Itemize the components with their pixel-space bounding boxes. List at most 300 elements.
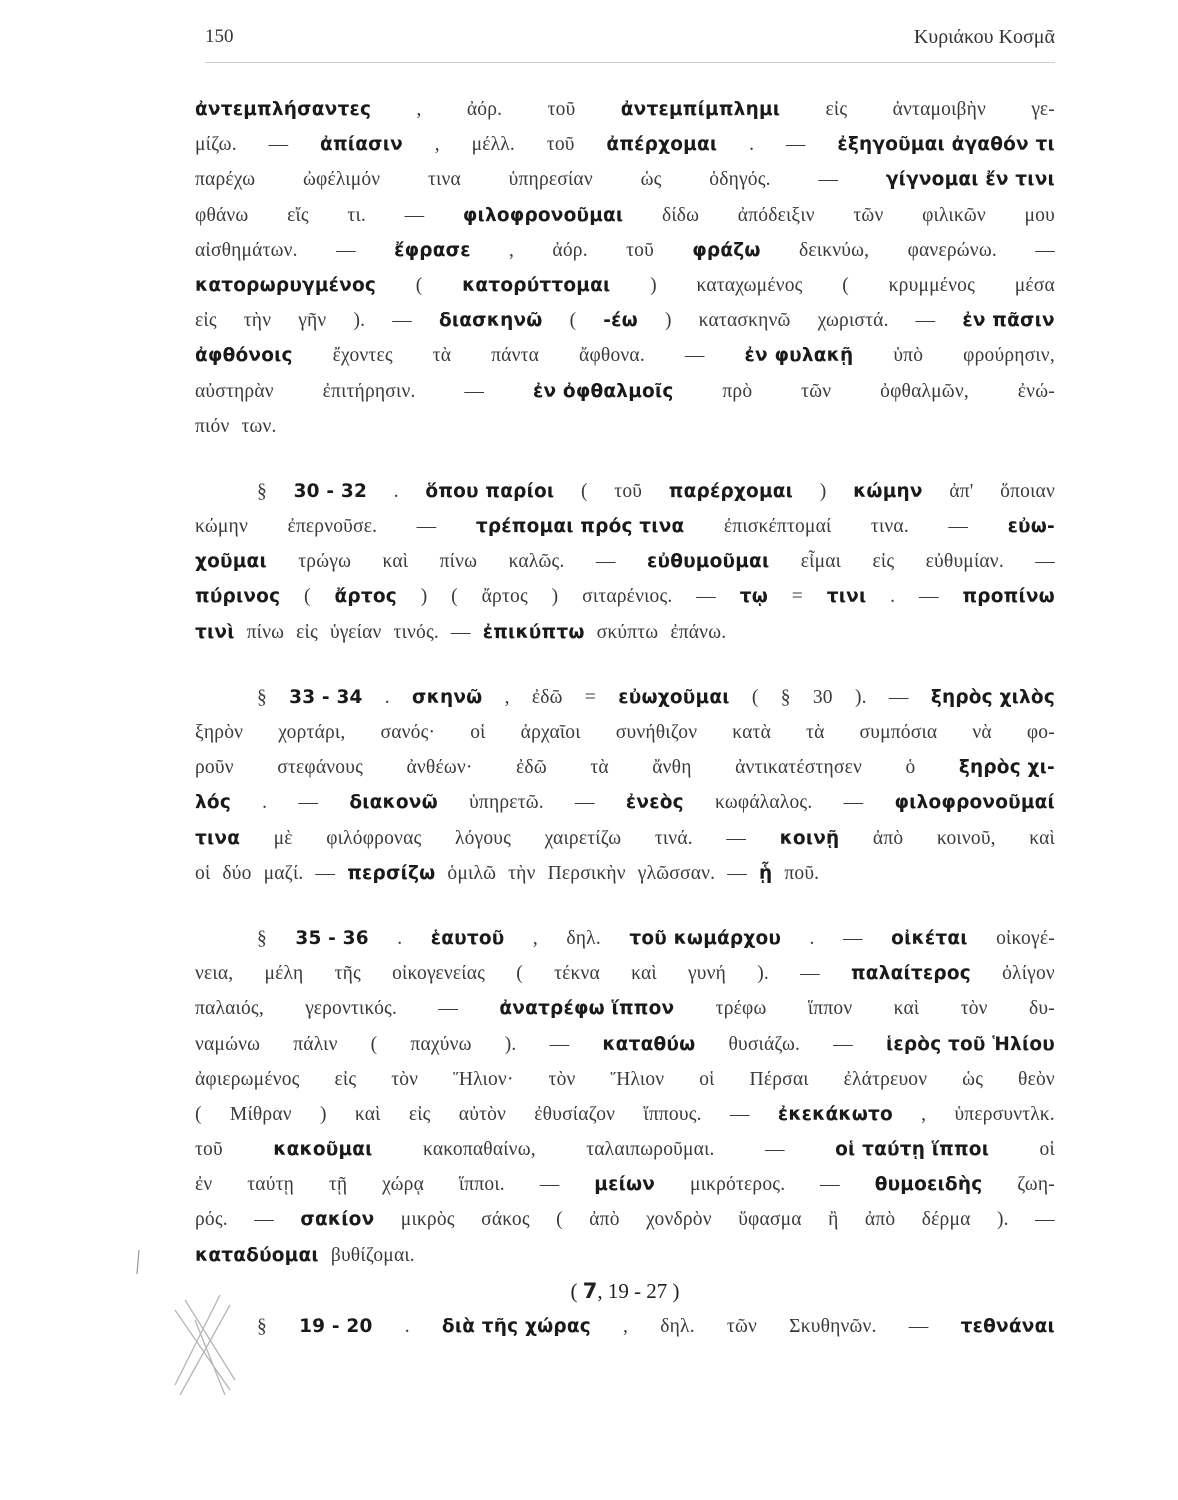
word: μέσα — [1014, 274, 1055, 296]
headword: τοῦ κωμάρχου — [629, 927, 782, 949]
paragraph — [195, 92, 1055, 444]
word: ἀπὸ — [864, 1209, 896, 1231]
word: , — [532, 927, 538, 949]
word: ). — [504, 1033, 517, 1055]
word: ( — [842, 274, 849, 296]
text-line — [195, 92, 1055, 127]
word: Ἥλιον· — [453, 1068, 514, 1090]
word: τὰ — [590, 757, 609, 779]
text-line — [195, 338, 1055, 373]
word: τῇ — [328, 1174, 348, 1196]
text-line — [195, 615, 1055, 650]
word: . — [749, 134, 755, 156]
text-line — [195, 1309, 1055, 1344]
word: χονδρὸν — [646, 1209, 712, 1231]
word: στεφάνους — [277, 757, 363, 779]
word: τινά. — [654, 827, 693, 849]
word: ἀντικατέστησεν — [735, 757, 862, 779]
text-line — [195, 1202, 1055, 1237]
word: φο- — [1026, 722, 1055, 743]
headword: καταθύω — [602, 1033, 696, 1055]
word: θυσιάζω. — [728, 1033, 801, 1055]
word: = — [791, 586, 803, 608]
word: ). — [854, 686, 867, 708]
word: — — [843, 792, 864, 814]
word: — — [1035, 239, 1055, 261]
word: πάλιν — [293, 1033, 338, 1055]
word: οἰκογενείας — [392, 963, 486, 985]
headword: 7 — [582, 1278, 598, 1303]
word: ἵππους. — [643, 1103, 702, 1125]
word: ξηρὸν — [195, 722, 244, 743]
word: τοῦ — [547, 99, 576, 120]
stray-tick-icon — [135, 1250, 141, 1274]
word: ( — [195, 1103, 202, 1125]
word: μέλη — [264, 963, 304, 985]
word: μου — [1024, 204, 1055, 226]
word: σάκος — [481, 1209, 530, 1231]
word: ἐπάνω. — [670, 621, 727, 643]
word: . — [397, 927, 403, 949]
headword: τρέπομαι πρός τινα — [475, 516, 685, 538]
word: αἰσθημάτων. — [195, 239, 298, 261]
headword: ἐνεὸς — [625, 792, 684, 814]
word: δίδω — [661, 204, 700, 226]
headword: λός — [195, 792, 231, 814]
word: , — [416, 99, 422, 120]
word: ὅποιαν — [1000, 480, 1055, 502]
word: ) — [819, 480, 827, 502]
headword: ἀπίασιν — [320, 134, 403, 156]
text-line — [195, 303, 1055, 338]
headword: ἐν ὀφθαλμοῖς — [532, 380, 674, 402]
word: Πέρσαι — [749, 1068, 809, 1090]
word: ( — [580, 480, 588, 502]
word: — — [843, 927, 863, 949]
word: εἰς — [825, 99, 848, 120]
text-line — [195, 233, 1055, 268]
word: τὸν — [960, 998, 988, 1020]
word: κώμην — [195, 516, 248, 538]
paragraph — [195, 680, 1055, 891]
headword: ἐκεκάκωτο — [777, 1103, 893, 1125]
word: — — [800, 963, 820, 985]
headword: ἀντεμπλήσαντες — [195, 99, 372, 120]
text-line — [195, 1062, 1055, 1097]
word: ἔχοντες — [332, 345, 393, 367]
headword: περσίζω — [347, 862, 436, 884]
word: ἐνώ- — [1017, 380, 1055, 402]
text-line — [195, 821, 1055, 856]
headword: ἀνατρέφω ἵππον — [499, 998, 675, 1020]
word: εὐθυμίαν. — [925, 551, 1004, 573]
word: δηλ. — [660, 1315, 695, 1337]
word: ἐλάτρευον — [843, 1068, 928, 1090]
word: ἐπιτήρησιν. — [322, 380, 416, 402]
word: καταχωμένος — [696, 274, 803, 296]
running-head: Κυριάκου Κοσμᾶ — [913, 26, 1055, 48]
word: — — [416, 516, 437, 538]
word: θεὸν — [1018, 1068, 1055, 1090]
word: ὡς — [962, 1068, 984, 1090]
word: § — [257, 927, 267, 949]
word: ἄνθη — [652, 757, 692, 779]
text-line — [195, 509, 1055, 544]
word: φιλικῶν — [922, 204, 986, 226]
word: των. — [241, 415, 277, 437]
word: λόγους — [454, 827, 512, 849]
text-line — [195, 268, 1055, 303]
word: — — [404, 204, 425, 226]
word: ) — [320, 1103, 327, 1125]
word: — — [888, 686, 909, 708]
word: — — [1035, 551, 1055, 573]
headword: 30 - 32 — [293, 480, 368, 502]
text-line — [195, 921, 1055, 956]
text-line — [195, 374, 1055, 409]
headword: πύρινος — [195, 586, 281, 608]
word: . — [262, 792, 268, 814]
word: μικρὸς — [400, 1209, 455, 1231]
paragraph — [195, 921, 1055, 1273]
word: — — [464, 380, 485, 402]
word: — — [539, 1174, 560, 1196]
word: — — [915, 310, 936, 332]
commentary-text — [195, 92, 1055, 1344]
page-header — [205, 26, 1055, 63]
word: — — [575, 792, 595, 814]
word: γε- — [1031, 99, 1055, 120]
word: ὁμιλῶ — [447, 862, 497, 884]
word: ἀπόδειξιν — [737, 204, 815, 226]
word: ἄρτος — [481, 586, 528, 608]
word: τρέφω — [715, 998, 767, 1020]
word: συμπόσια — [859, 722, 938, 743]
headword: μείων — [594, 1174, 656, 1196]
word: τὸν — [548, 1068, 576, 1090]
word: Περσικὴν — [547, 862, 626, 884]
word: ἀπ' — [949, 480, 974, 502]
word: Σκυθηνῶν. — [789, 1315, 877, 1337]
headword: ὅπου παρίοι — [425, 480, 555, 502]
word: οἱ — [699, 1068, 715, 1090]
word: ἄφθονα. — [579, 345, 645, 367]
word: § — [257, 480, 267, 502]
word: δηλ. — [566, 927, 601, 949]
word: τρώγω — [298, 551, 352, 573]
word: — — [820, 1174, 840, 1196]
word: γῆν — [298, 310, 327, 332]
word: μέλλ. — [471, 134, 516, 156]
text-line — [195, 409, 1055, 444]
word: ἐδῶ — [516, 757, 547, 779]
word: καλῶς. — [508, 551, 565, 573]
word: γλῶσσαν. — [637, 862, 716, 884]
word: — — [549, 1033, 570, 1055]
word: οἱ — [195, 862, 211, 884]
word: — — [298, 792, 319, 814]
word: ποῦ. — [784, 862, 820, 884]
word: νεια, — [195, 963, 234, 985]
word: , — [509, 239, 515, 261]
headword: ἱερὸς τοῦ Ἡλίου — [885, 1033, 1055, 1055]
word: καὶ — [631, 963, 657, 985]
word: — — [948, 516, 969, 538]
word: ναμώνω — [195, 1033, 261, 1055]
word: ὑπηρετῶ. — [469, 792, 544, 814]
word: ) — [664, 310, 672, 332]
word: γεροντικός. — [305, 998, 398, 1020]
word: πίνω — [246, 621, 285, 643]
text-line — [195, 991, 1055, 1026]
word: τοῦ — [626, 239, 654, 261]
word: § — [780, 686, 791, 708]
headword: τινα — [195, 827, 241, 849]
word: , — [434, 134, 440, 156]
word: ἵπποι. — [458, 1174, 505, 1196]
word: πιόν — [195, 415, 230, 437]
word: ἐδῶ — [531, 686, 563, 708]
text-line — [195, 127, 1055, 162]
word: καὶ — [1029, 827, 1055, 849]
word: ἢ — [828, 1209, 839, 1231]
word: τῶν — [853, 204, 884, 226]
word: ζωη- — [1017, 1174, 1055, 1196]
word: τοῦ — [614, 480, 643, 502]
word: τέκνα — [554, 963, 600, 985]
word: — — [785, 134, 806, 156]
word: τοῦ — [195, 1139, 223, 1161]
text-line — [195, 544, 1055, 579]
word: — — [392, 310, 412, 332]
text-line — [195, 1132, 1055, 1167]
word: τὸν — [391, 1068, 419, 1090]
headword: ἐξηγοῦμαι ἀγαθόν τι — [837, 134, 1055, 156]
text-line — [195, 785, 1055, 820]
headword: φιλοφρονοῦμαι — [462, 204, 624, 226]
word: ( — [569, 310, 577, 332]
headword: προπίνω — [962, 586, 1055, 608]
word: ἀνθέων· — [406, 757, 473, 779]
word: ( — [304, 586, 311, 608]
word: — — [833, 1033, 853, 1055]
headword: οἰκέται — [891, 927, 968, 949]
word: ἀόρ. — [466, 99, 503, 120]
word: πίνω — [439, 551, 478, 573]
word: — — [818, 169, 839, 191]
word: τὴν — [243, 310, 272, 332]
headword: διακονῶ — [349, 792, 438, 814]
word: ρός. — [195, 1209, 228, 1231]
word: ἵππον — [807, 998, 853, 1020]
headword: ἀπέρχομαι — [606, 134, 718, 156]
word: καὶ — [382, 551, 409, 573]
word: εἰς — [195, 310, 217, 332]
word: ( — [415, 274, 423, 296]
headword: ᾗ — [758, 862, 773, 884]
headword: παλαίτερος — [850, 963, 971, 985]
word: ὁ — [905, 757, 916, 779]
word: τὰ — [432, 345, 452, 367]
word: βυθίζομαι. — [330, 1244, 415, 1266]
word: φανερώνω. — [907, 239, 997, 261]
word: — — [727, 862, 747, 884]
word: εἰς — [872, 551, 895, 573]
word: ἐν — [195, 1174, 213, 1196]
text-line — [195, 1238, 1055, 1273]
headword: εὐω- — [1007, 516, 1055, 538]
word: εἰς — [408, 1103, 431, 1125]
word: ( — [751, 686, 759, 708]
word: εἰς — [334, 1068, 357, 1090]
word: παχύνω — [410, 1033, 472, 1055]
word: — — [268, 134, 289, 156]
text-line — [195, 1097, 1055, 1132]
word: ὑγείαν — [329, 621, 382, 643]
word: αὐτὸν — [458, 1103, 507, 1125]
text-line — [195, 715, 1055, 750]
headword: κατορύττομαι — [462, 274, 611, 296]
word: κρυμμένος — [888, 274, 976, 296]
word: φθάνω — [195, 204, 249, 226]
word: ὠφέλιμόν — [302, 169, 381, 191]
word: — — [684, 345, 705, 367]
word: φρούρησιν, — [963, 345, 1055, 367]
headword: εὐθυμοῦμαι — [647, 551, 770, 573]
word: ταλαιπωροῦμαι. — [586, 1139, 715, 1161]
headword: τεθνάναι — [960, 1315, 1055, 1337]
word: § — [257, 686, 267, 708]
word: ἀφιερωμένος — [195, 1068, 300, 1090]
headword: παρέρχομαι — [668, 480, 794, 502]
headword: ἀφθόνοις — [195, 345, 293, 367]
word: ὑπηρεσίαν — [508, 169, 593, 191]
headword: τῳ — [739, 586, 769, 608]
headword: ξηρὸς χι- — [958, 757, 1055, 779]
word: κοινοῦ, — [936, 827, 996, 849]
word: μίζω. — [195, 134, 237, 156]
word: ροῦν — [195, 757, 234, 779]
word: φιλόφρονας — [326, 827, 422, 849]
word: Μίθραν — [229, 1103, 292, 1125]
section-reference: ( 7, 19 - 27 ) — [570, 1278, 680, 1303]
word: δεικνύω, — [799, 239, 870, 261]
word: — — [336, 239, 356, 261]
word: Ἥλιον — [610, 1068, 665, 1090]
word: τὰ — [806, 722, 825, 743]
word: . — [393, 480, 399, 502]
pencil-mark-icon — [170, 1290, 240, 1400]
word: ἀπὸ — [872, 827, 904, 849]
text-line — [195, 1027, 1055, 1062]
headword: εὐωχοῦμαι — [618, 686, 730, 708]
word: — — [1035, 1209, 1055, 1231]
word: μαζί. — [263, 862, 304, 884]
word: εἶμαι — [800, 551, 842, 573]
word: ( — [370, 1033, 378, 1055]
headword: ἐπικύπτω — [482, 621, 585, 643]
word: — — [696, 586, 716, 608]
word: παρέχω — [195, 169, 256, 191]
headword: ἐν πᾶσιν — [962, 310, 1055, 332]
word: καὶ — [354, 1103, 381, 1125]
word: κατασκηνῶ — [698, 310, 791, 332]
word: πρὸ — [722, 380, 753, 402]
word: . — [890, 586, 896, 608]
text-line — [195, 579, 1055, 614]
word: τὴν — [508, 862, 536, 884]
headword: κακοῦμαι — [273, 1139, 373, 1161]
word: — — [254, 1209, 274, 1231]
word: καὶ — [893, 998, 920, 1020]
text-line — [195, 750, 1055, 785]
headword: 33 - 34 — [289, 686, 363, 708]
word: τινα — [428, 169, 461, 191]
headword: φράζω — [692, 239, 761, 261]
word: ( — [451, 586, 458, 608]
word: ἐπισκέπτομαί — [723, 516, 832, 538]
text-line — [195, 162, 1055, 197]
word: χώρᾳ — [382, 1174, 424, 1196]
headword: ἀντεμπίμπλημι — [620, 99, 781, 120]
word: ). — [757, 963, 769, 985]
word: — — [315, 862, 336, 884]
headword: κώμην — [853, 480, 923, 502]
word: χαιρετίζω — [544, 827, 622, 849]
text-line — [195, 474, 1055, 509]
word: = — [584, 686, 597, 708]
headword: σκηνῶ — [412, 686, 483, 708]
headword: -έω — [603, 310, 638, 332]
word: οἰκογέ- — [996, 927, 1055, 949]
word: ἀνταμοιβὴν — [892, 99, 987, 120]
headword: θυμοειδὴς — [874, 1174, 983, 1196]
word: ὁδηγός. — [709, 169, 771, 191]
word: τῆς — [334, 963, 361, 985]
word: . — [809, 927, 815, 949]
headword: διὰ τῆς χώρας — [441, 1315, 591, 1337]
word: κωφάλαλος. — [714, 792, 813, 814]
word: εἰς — [296, 621, 318, 643]
word: τῶν — [801, 380, 832, 402]
word: σιταρένιος. — [582, 586, 673, 608]
word: — — [438, 998, 459, 1020]
word: ( — [556, 1209, 563, 1231]
word: ὑπὸ — [893, 345, 924, 367]
headword: τινι — [826, 586, 867, 608]
word: 30 — [812, 686, 833, 708]
word: μικρότερος. — [689, 1174, 786, 1196]
word: γυνή — [687, 963, 727, 985]
text-line — [195, 680, 1055, 715]
word: ) — [420, 586, 428, 608]
word: ἐθυσίαζον — [534, 1103, 616, 1125]
word: οἱ — [1039, 1139, 1055, 1161]
text-line — [195, 198, 1055, 233]
page-number: 150 — [205, 26, 234, 47]
word: ). — [996, 1209, 1009, 1231]
headword: γίγνομαι ἔν τινι — [885, 169, 1055, 191]
word: οἱ — [470, 722, 486, 743]
headword: ἄρτος — [334, 586, 397, 608]
word: § — [257, 1315, 267, 1337]
headword: 35 - 36 — [295, 927, 369, 949]
word: δυ- — [1029, 998, 1055, 1020]
word: κατὰ — [732, 722, 772, 743]
word: ὀλίγον — [1002, 963, 1055, 985]
word: ταύτῃ — [247, 1174, 295, 1196]
word: σανός· — [380, 722, 436, 743]
